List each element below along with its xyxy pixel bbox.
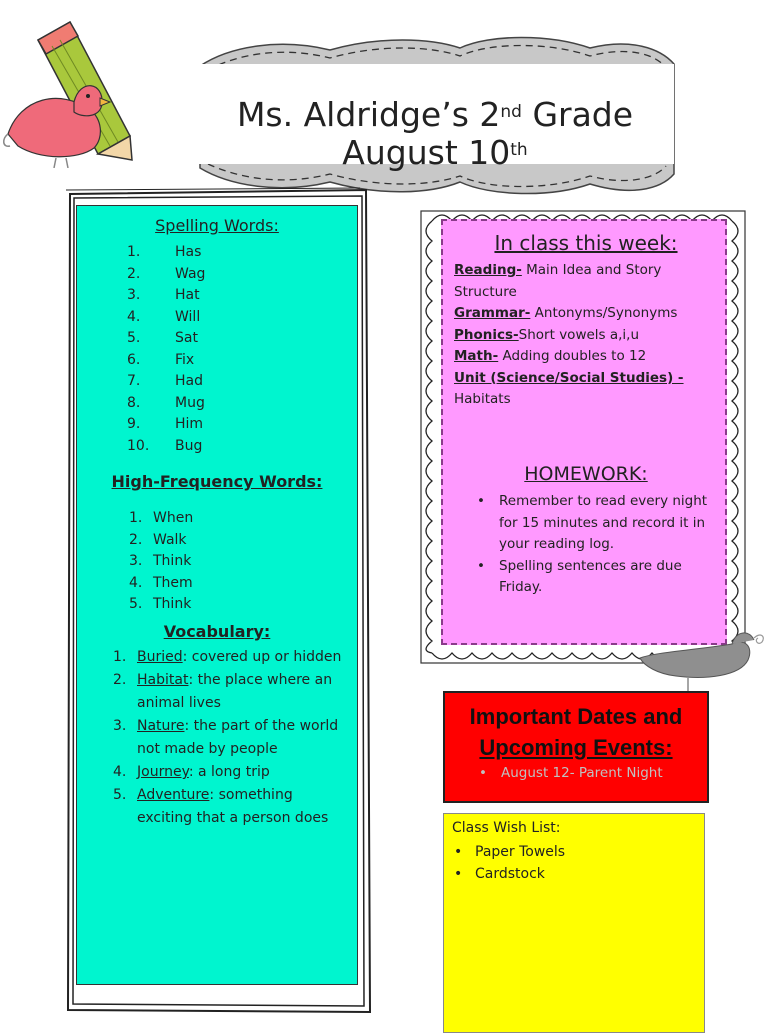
- homework-list: [473, 491, 719, 599]
- page-title: [190, 96, 680, 172]
- subject-label: Grammar-: [454, 305, 531, 321]
- in-class-panel: [441, 219, 727, 645]
- high-frequency-heading: High-Frequency Words:: [111, 472, 323, 491]
- homework-heading: HOMEWORK:: [524, 463, 648, 485]
- word-lists-panel: [76, 205, 358, 985]
- wish-list: [452, 841, 565, 885]
- spelling-words-heading: Spelling Words:: [155, 216, 279, 235]
- list-item: 6. Fix: [127, 351, 195, 368]
- subject-label: Math-: [454, 348, 499, 364]
- title-line-2: August 10th: [342, 133, 528, 172]
- wish-list-heading: Class Wish List:: [452, 820, 561, 836]
- list-item: 2. Walk: [129, 531, 187, 548]
- list-item: 5. Think: [129, 596, 192, 613]
- title-banner: [190, 28, 680, 198]
- list-item: 2. Wag: [127, 265, 206, 282]
- list-item: 5. Sat: [127, 330, 198, 346]
- list-item: 1. Buried: covered up or hidden: [113, 649, 342, 665]
- subject-label: Phonics-: [454, 326, 519, 343]
- list-item: • Cardstock: [452, 863, 565, 885]
- list-item: 4. Them: [129, 574, 193, 591]
- list-item: • Paper Towels: [452, 841, 565, 863]
- list-item: 3. Hat: [127, 287, 200, 303]
- important-dates-panel: [443, 691, 709, 803]
- list-item: 9. Him: [127, 416, 204, 432]
- pink-bird-icon: [4, 86, 110, 168]
- pencil-bird-illustration: [0, 18, 135, 168]
- subject-text: Adding doubles to 12: [498, 348, 647, 364]
- list-item: • Remember to read every night for 15 minutes and record it in your reading log.: [473, 491, 719, 556]
- list-item: 7. Had: [127, 373, 203, 389]
- list-item: 1. Has: [127, 244, 202, 260]
- title-line-1: Ms. Aldridge’s 2nd Grade: [236, 95, 634, 134]
- list-item: • August 12- Parent Night: [475, 765, 663, 781]
- list-item: 4. Will: [127, 308, 201, 325]
- list-item: 2. Habitat: the place where an animal lives: [113, 672, 333, 711]
- important-dates-heading: Important Dates and Upcoming Events:: [469, 704, 683, 760]
- vocabulary-list: [113, 646, 349, 830]
- list-item: 4. Journey: a long trip: [113, 764, 270, 780]
- list-item: 8. Mug: [127, 394, 205, 411]
- vocabulary-heading: Vocabulary:: [163, 622, 271, 641]
- dates-list: [475, 765, 663, 781]
- subject-text: Antonyms/Synonyms: [530, 305, 678, 321]
- in-class-heading: In class this week:: [494, 231, 678, 255]
- subject-text: Short vowels a,i,u: [518, 326, 640, 343]
- high-frequency-list: [129, 508, 193, 616]
- list-item: • Spelling sentences are due Friday.: [473, 556, 719, 599]
- list-item: 3. Think: [129, 553, 192, 570]
- subject-text: Habitats: [454, 391, 511, 407]
- subject-text: Main Idea and Story Structure: [454, 262, 662, 300]
- wish-list-panel: [443, 813, 705, 1033]
- subjects-list: [454, 260, 722, 411]
- subject-label: Reading-: [454, 262, 522, 278]
- list-item: 5. Adventure: something exciting that a person does: [113, 787, 329, 826]
- gray-bird-icon: [636, 624, 768, 694]
- subject-label: Unit (Science/Social Studies) -: [454, 369, 684, 386]
- list-item: 10. Bug: [127, 437, 203, 454]
- list-item: 3. Nature: the part of the world not made by people: [113, 718, 339, 757]
- spelling-words-list: [127, 242, 205, 457]
- list-item: 1. When: [129, 510, 194, 526]
